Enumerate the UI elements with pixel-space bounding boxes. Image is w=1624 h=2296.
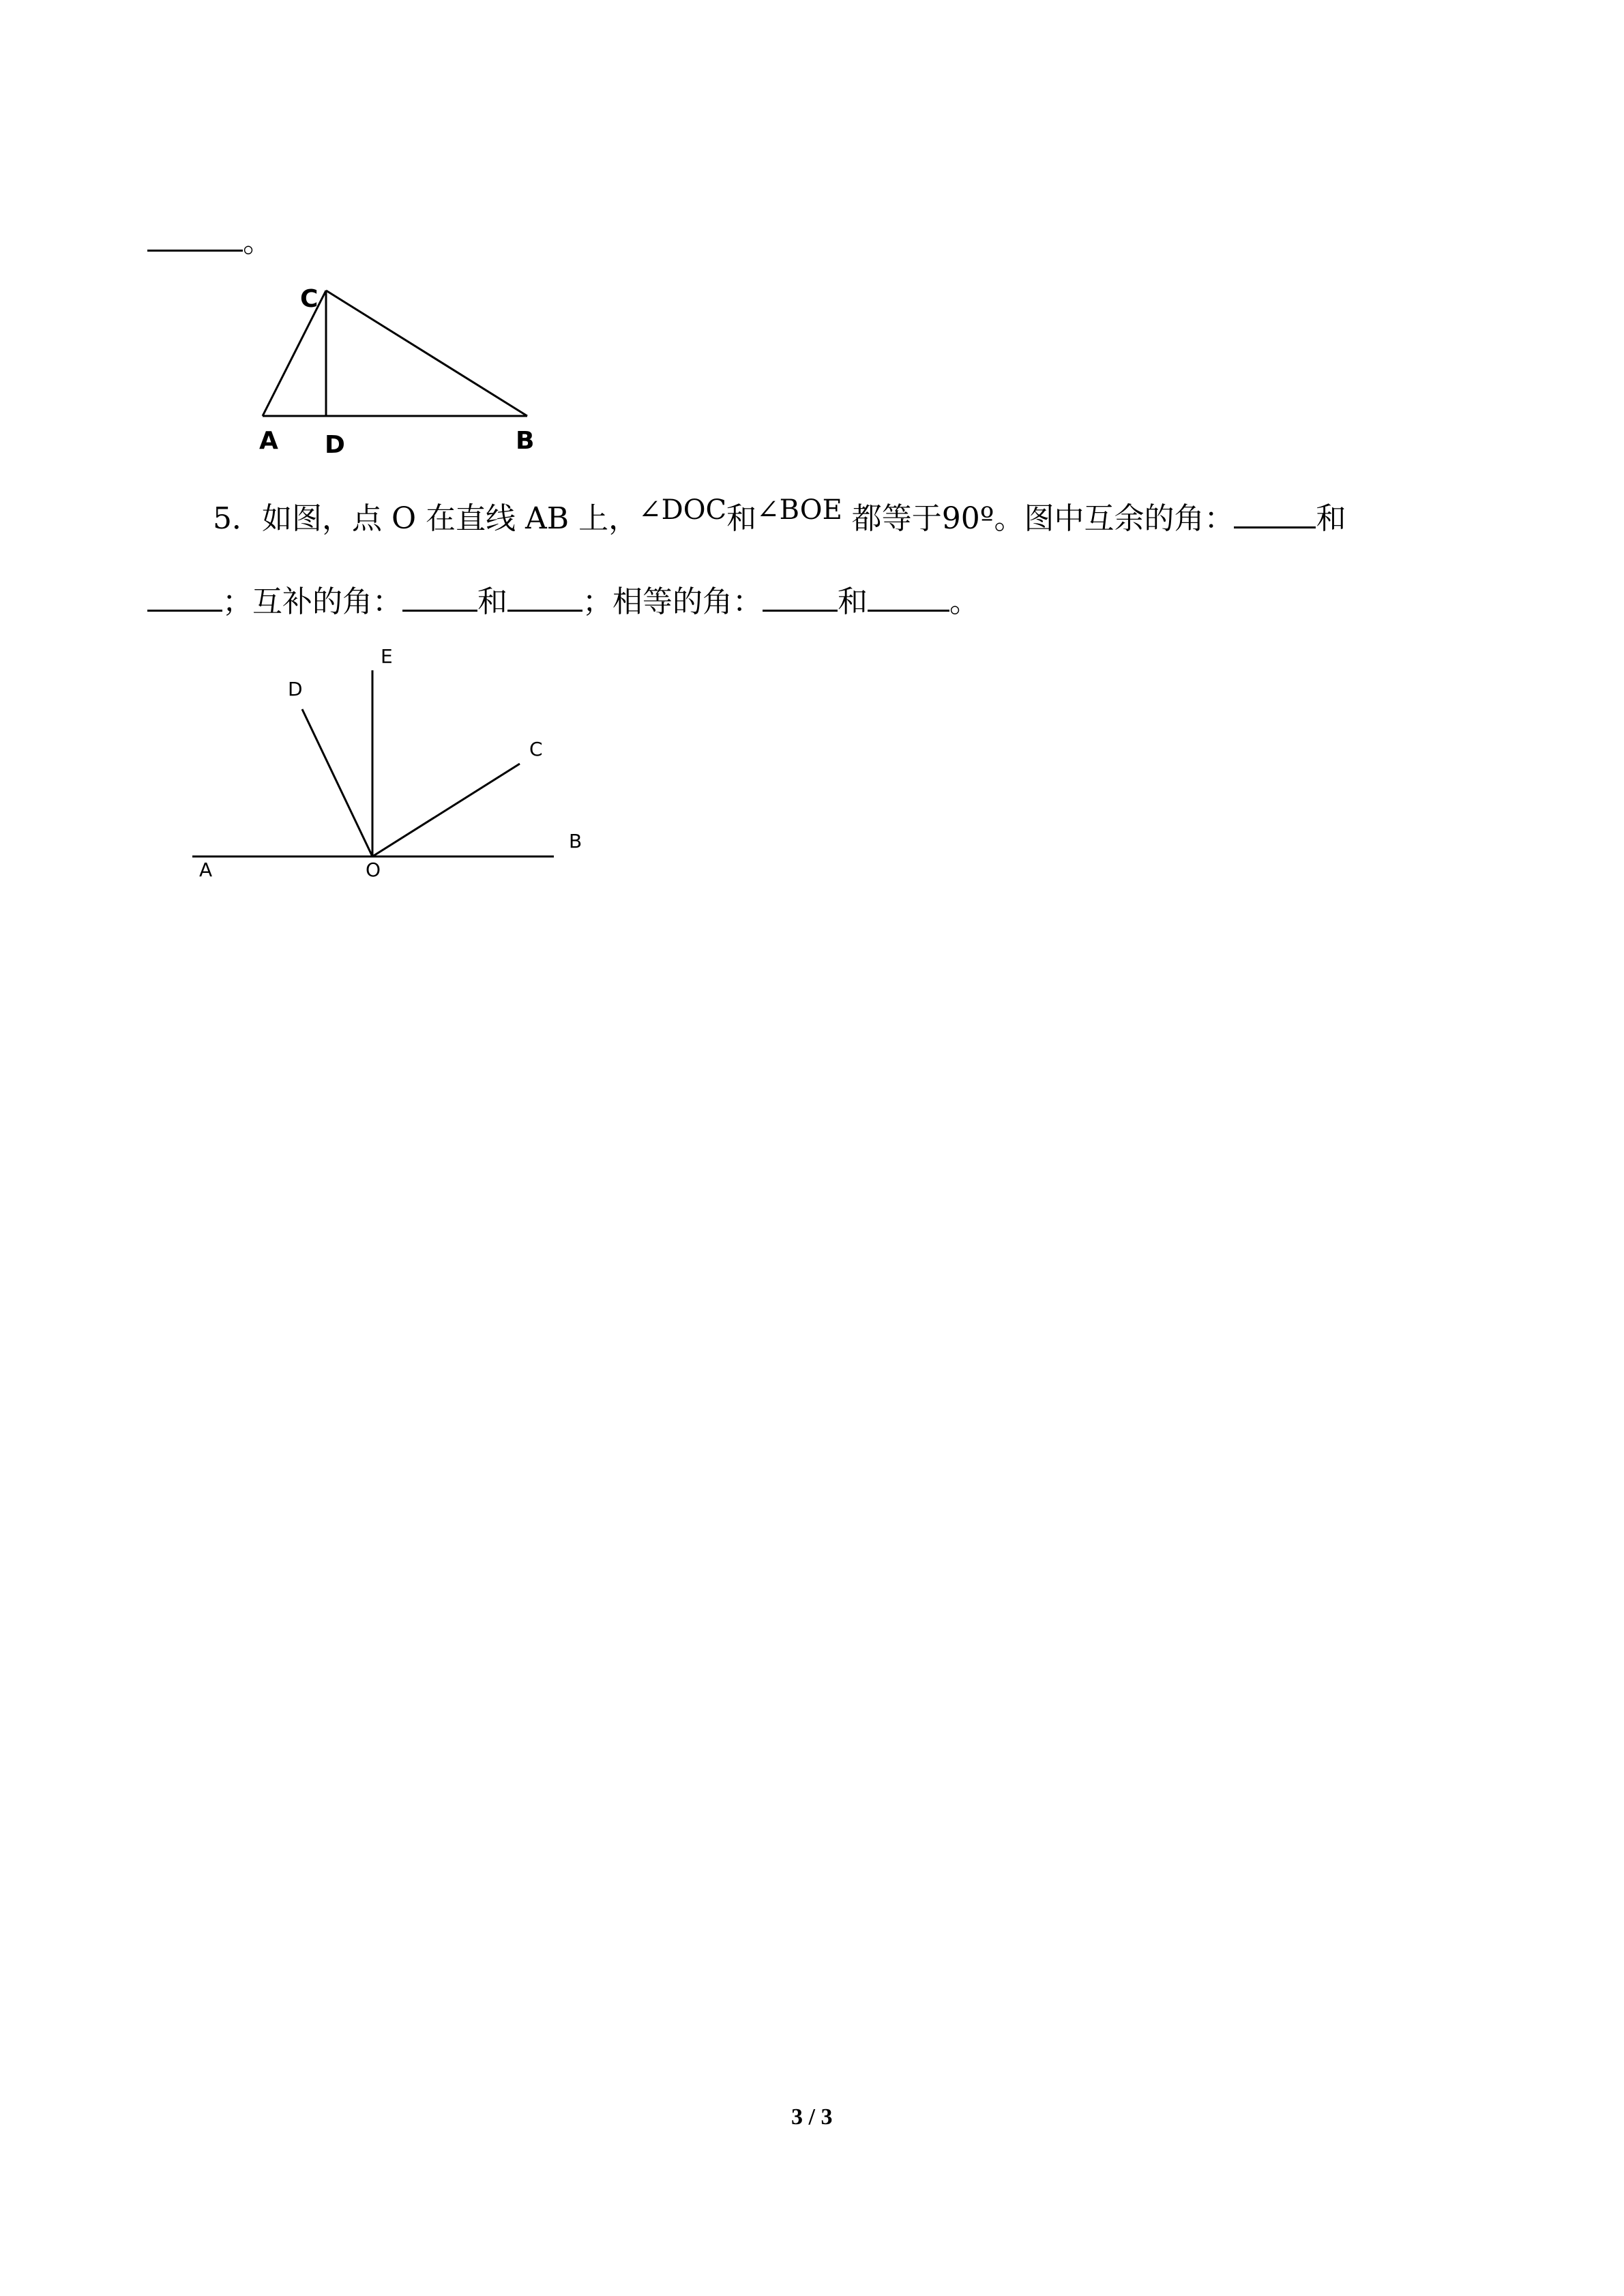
label-a: A (259, 427, 278, 455)
q5-text-supplementary: ；互补的角： (222, 584, 402, 619)
q5-he2: 和 (1316, 501, 1346, 536)
q5-text-equal: ；相等的角： (582, 584, 763, 619)
answer-blank[interactable] (147, 225, 243, 252)
angle-figure (192, 670, 554, 856)
q5-text-part1: 如图，点 O 在直线 AB 上， (262, 501, 639, 536)
label-c: C (300, 285, 319, 313)
q5-text-part2: 都等于 (851, 501, 942, 536)
label-d2: D (288, 678, 303, 700)
label-e: E (381, 645, 393, 668)
q5-he3: 和 (477, 584, 507, 619)
q5-period: 。 (949, 584, 979, 619)
question-number: 5． (213, 501, 262, 536)
answer-blank-supplementary-1[interactable] (402, 585, 477, 612)
segment-cb (326, 290, 527, 416)
segment-ca (263, 290, 326, 416)
page-number: 3 / 3 (791, 2104, 833, 2130)
answer-blank-equal-1[interactable] (763, 585, 838, 612)
q5-line1 (213, 494, 1346, 536)
label-c2: C (529, 738, 543, 760)
q5-he4: 和 (838, 584, 868, 619)
ray-oc (372, 764, 520, 856)
degree-value: 90º (941, 501, 994, 536)
q5-he1: 和 (726, 501, 757, 536)
answer-blank-complementary-2[interactable] (147, 585, 222, 612)
answer-blank-supplementary-2[interactable] (507, 585, 582, 612)
label-o: O (366, 859, 381, 881)
label-b: B (516, 427, 535, 455)
angle-boe: ∠BOE (756, 494, 842, 526)
q5-line2 (147, 585, 979, 617)
q4-answer-line (147, 225, 273, 257)
answer-blank-complementary-1[interactable] (1234, 502, 1316, 528)
label-b2: B (569, 830, 582, 852)
ray-od (302, 709, 372, 856)
q5-text-part3: 。图中互余的角： (994, 501, 1235, 536)
label-d: D (325, 431, 345, 459)
angle-doc: ∠DOC (638, 494, 727, 526)
answer-blank-equal-2[interactable] (868, 585, 949, 612)
label-a2: A (199, 859, 213, 881)
triangle-figure (263, 290, 527, 416)
period: 。 (243, 224, 273, 259)
